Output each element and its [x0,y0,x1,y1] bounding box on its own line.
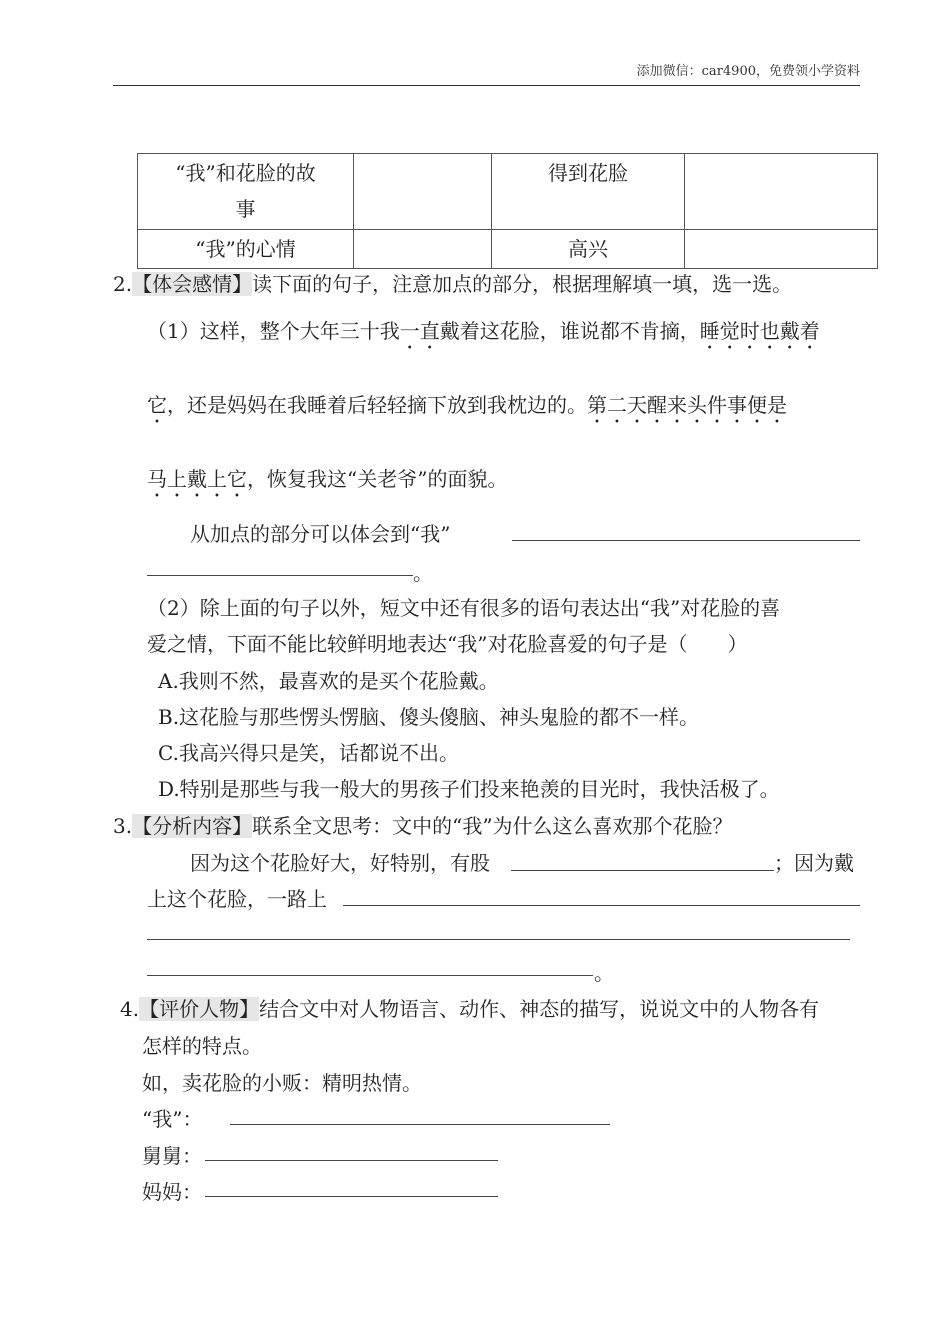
answer-blank[interactable] [147,939,850,940]
q3-heading: 3.【分析内容】联系全文思考：文中的“我”为什么这么喜欢那个花脸？ [113,814,733,838]
table-cell: “我”的心情 [138,230,354,269]
q3-tag: 【分析内容】 [132,814,253,838]
q4-example: 如，卖花脸的小贩：精明热情。 [142,1071,422,1095]
answer-blank[interactable] [205,1160,498,1161]
option-c[interactable]: C.我高兴得只是笑，话都说不出。 [158,741,459,765]
q3-line1-end: ；因为戴 [774,851,854,875]
option-d[interactable]: D.特别是那些与我一般大的男孩子们投来艳羡的目光时，我快活极了。 [158,777,780,801]
q3-line2: 上这个花脸，一路上 [147,887,327,911]
q2-part2-line2: 爱之情，下面不能比较鲜明地表达“我”对花脸喜爱的句子是（ ） [147,632,748,656]
table-cell-empty[interactable] [354,154,492,230]
option-b[interactable]: B.这花脸与那些愣头愣脑、傻头傻脑、神头鬼脸的都不一样。 [158,705,700,729]
answer-blank[interactable] [511,870,774,871]
q4-heading: 4.【评价人物】结合文中对人物语言、动作、神态的描写，说说文中的人物各有 [120,997,820,1021]
answer-blank[interactable] [230,1124,610,1125]
q3-line1: 因为这个花脸好大，好特别，有股 [190,851,490,875]
table-cell-empty[interactable] [354,230,492,269]
period: 。 [413,561,433,585]
q2-fill-line: 从加点的部分可以体会到“我” [190,522,451,546]
answer-blank[interactable] [147,575,413,576]
q4-tag: 【评价人物】 [139,997,260,1021]
table-cell: 得到花脸 [492,154,685,230]
answer-blank[interactable] [343,905,860,906]
answer-blank[interactable] [205,1196,498,1197]
q2-sentence-line3: 马上戴上它，恢复我这“关老爷”的面貌。 [147,467,508,491]
q4-mother-label: 妈妈： [142,1180,202,1204]
q2-part2-line1: （2）除上面的句子以外，短文中还有很多的语句表达出“我”对花脸的喜 [147,596,781,620]
table-cell: “我”和花脸的故 事 [138,154,354,230]
option-a[interactable]: A.我则不然，最喜欢的是买个花脸戴。 [158,669,499,693]
answer-blank[interactable] [512,540,860,541]
table-cell-empty[interactable] [685,154,878,230]
table-cell-empty[interactable] [685,230,878,269]
q2-heading: 2.【体会感情】读下面的句子，注意加点的部分，根据理解填一填，选一选。 [113,272,793,296]
q4-line2: 怎样的特点。 [142,1034,262,1058]
q2-sentence-line2: 它，还是妈妈在我睡着后轻轻摘下放到我枕边的。第二天醒来头件事便是 [147,393,787,417]
table-cell: 高兴 [492,230,685,269]
q4-me-label: “我”： [142,1107,203,1131]
period: 。 [594,961,614,985]
page-header: 添加微信：car4900，免费领小学资料 [113,60,860,86]
q4-uncle-label: 舅舅： [142,1144,202,1168]
story-table [137,153,878,269]
q2-tag: 【体会感情】 [132,272,253,296]
answer-blank[interactable] [147,975,593,976]
q2-sentence-line1: （1）这样，整个大年三十我一直戴着这花脸，谁说都不肯摘，睡觉时也戴着 [147,319,820,343]
